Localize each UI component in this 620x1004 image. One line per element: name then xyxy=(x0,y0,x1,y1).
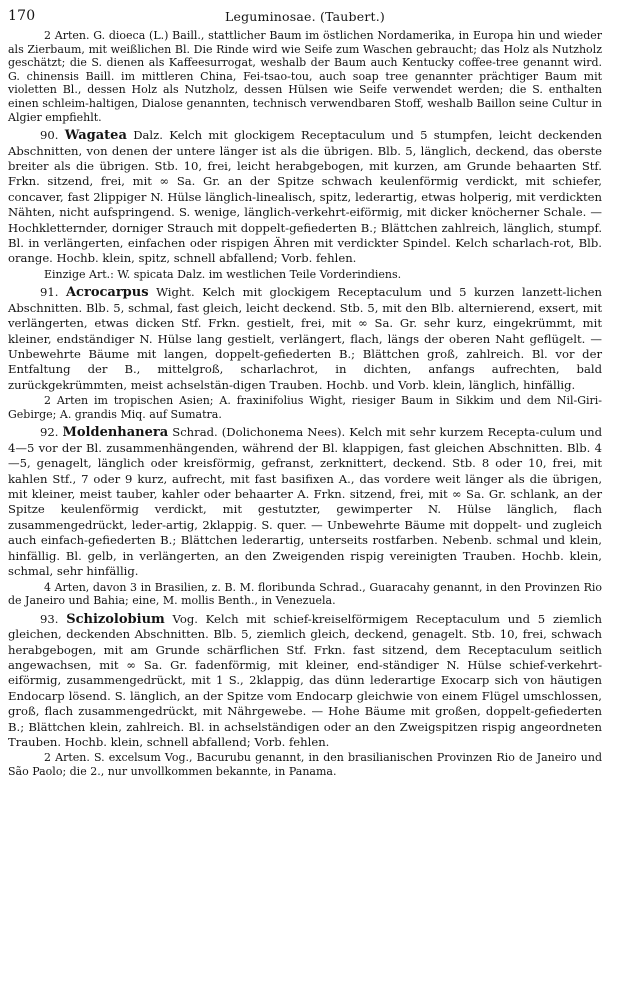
text-line: Schrad. (Dolichonema Nees). Kelch mit sehr kurzem Recepta- xyxy=(172,425,540,440)
text-line: gefiederten B.; Blättchen lederartig, unterseits rostfarben. Nebenb. schmal und klein, xyxy=(87,533,602,548)
text-line: hinfällig. Bl. gelb, in verlängerten, an den Zweigenden rispig vereinigten Trauben. xyxy=(8,548,516,563)
text-line: kurzen, am Grunde behaarten Stf. Frkn. sitzend, frei, mit ∞ Sa. Gr. an der Spitze xyxy=(8,158,602,189)
species-note xyxy=(8,581,602,608)
text-line: Rio de Janeiro und São Paolo; die 2., nur unvollkommen bekannte, in Panama. xyxy=(8,751,603,778)
text-line: ziemlich gleichen, deckenden Abschnitten. Blb. 5, ziemlich gleich, deckend, genagelt. xyxy=(8,611,602,642)
page-body xyxy=(8,29,602,779)
text-line: gefiederten B.; Blättchen groß, zahlreich. Bl. vor der Entfaltung der B., mittelgroß, xyxy=(8,347,602,377)
species-note xyxy=(8,268,602,282)
genus-paragraph xyxy=(8,425,602,579)
text-line: ständiger N. Hülse schief-verkehrt-eiförmig, zusammengedrückt, mit 1 S., 2klappig, das xyxy=(8,657,602,688)
text-line: verdickt, mit gestutzter, gewimperter N. Hülse länglich, flach zusammengedrückt, leder- xyxy=(8,502,603,532)
text-line: vom Endocarp gleichwie von einem Flügel umschlossen, groß, flach zusammengedrückt, xyxy=(8,688,602,719)
text-line: scharlachrot, in dichten, anfangs aufrechten, bald zurückgekrümmten, meist achselstän- xyxy=(8,362,603,392)
genus-number: 91. xyxy=(40,285,66,300)
genus-paragraph xyxy=(8,128,602,267)
text-line: alternierend, exsert, mit verlängerten, etwas dicken Stf. Frkn. gestielt, frei, mit ∞ Sa. xyxy=(8,300,603,331)
running-head: Leguminosae. (Taubert.) xyxy=(225,9,385,24)
text-line: S. wenige, länglich-verkehrt-eiförmig, mit dicker knöcherner Schale. — Hochkletternder, xyxy=(8,205,603,235)
text-line: gebraucht; das Holz als Nutzholz geschätzt; die S. dienen als Kaffeesurrogat, weshalb der xyxy=(8,42,602,70)
text-line: 2 Arten im tropischen Asien; A. fraxinifolius Wight, riesiger Baum in Sikkim und dem xyxy=(44,394,551,408)
text-line: Nil-Giri-Gebirge; A. grandis Miq. auf Sumatra. xyxy=(8,394,603,421)
genus-number: 90. xyxy=(40,128,65,143)
text-line: als Nutzholz, dessen Hülsen wie Seife verwendet werden; die S. enthalten einen schleim- xyxy=(8,83,602,110)
text-line: 2 Arten. G. dioeca (L.) Baill., stattlicher Baum im östlichen Nordamerika, in Europa xyxy=(44,29,514,42)
text-line: dünn lederartige Exocarp sich von häutigen Endocarp lösend. S. länglich, an der Spitze xyxy=(8,673,602,703)
text-line: Wight. Kelch mit glockigem Receptaculum und 5 kurzen lanzett- xyxy=(156,285,567,300)
text-line: zahlreich. Bl. in achselständigen oder an den Zweigspitzen rispig angeordneten Trauben. xyxy=(8,719,603,749)
text-line: deckend, das oberste breiter als die übrigen. Stb. 10, frei, leicht herabgebogen, mit xyxy=(8,143,602,173)
text-line: Hochb. klein, schmal, sehr hinfällig. xyxy=(8,548,602,579)
species-note xyxy=(8,394,602,421)
genus-name: Schizolobium xyxy=(66,611,165,627)
text-line: gleichen Abschnitten. Blb. 4—5, genagelt, länglich oder kreisförmig, gefranst, zerknittert, xyxy=(8,440,602,471)
text-line: 4 Arten, davon 3 in Brasilien, z. B. M. floribunda Schrad., Guaracahy genannt, in den xyxy=(44,580,521,594)
genus-name: Wagatea xyxy=(64,128,127,144)
text-line: Provinzen Rio de Janeiro und Bahia; eine, M. mollis Benth., in Venezuela. xyxy=(8,580,602,608)
text-line: Stb. 10, frei, schwach herabgebogen, mit am Grunde schärflichen Stf. Frkn. fast sitzend, xyxy=(8,627,603,657)
genus-paragraph xyxy=(8,612,602,751)
text-line: Vog. Kelch mit schief-kreiselförmigem Receptaculum und 5 xyxy=(172,611,546,626)
text-line: deckenden Abschnitten, von denen der untere länger ist als die übrigen. Blb. 5, länglich, xyxy=(8,128,603,158)
text-line: Baum auch Kentucky coffee-tree genannt wird. G. chinensis Baill. im mittleren China, xyxy=(8,56,603,83)
species-note xyxy=(8,29,602,124)
genus-name: Acrocarpus xyxy=(65,285,149,301)
page-number: 170 xyxy=(8,8,36,24)
genus-name: Moldenhanera xyxy=(62,425,169,441)
text-line: hin und wieder als Zierbaum, mit weißlichen Bl. Die Rinde wird wie Seife zum Waschen xyxy=(8,29,603,56)
text-line: Dalz. Kelch mit glockigem Receptaculum und 5 stumpfen, leicht xyxy=(133,128,532,143)
page-header xyxy=(8,6,602,28)
genus-number: 93. xyxy=(40,611,67,626)
text-line: dem Receptaculum seitlich angewachsen, mit ∞ Sa. Gr. fadenförmig, mit kleiner, end- xyxy=(8,642,602,672)
text-line: rot, Blb. orange. Hochb. klein, spitz, schnell abfallend; Vorb. fehlen. xyxy=(8,236,602,266)
text-line: schwach keulenförmig verdickt, mit schiefer, concaver, fast 2lippiger N. Hülse länglich- xyxy=(8,174,602,204)
text-line: culum und 4—5 vor der Bl. zusammenhängenden, während der Bl. klappigen, fast xyxy=(8,425,602,455)
text-line: haltigen, Dialose genannten, technisch verwendbaren Stoff, weshalb Baillon seine Cultur xyxy=(88,96,588,110)
text-line: Hochb. klein, schnell abfallend; Vorb. fehlen. xyxy=(64,734,330,749)
text-line: digen Trauben. Hochb. und Vorb. klein, länglich, hinfällig. xyxy=(232,377,576,392)
text-line: linealisch, spitz, lederartig, etwas holperig, mit verdickten Nähten, nicht aufspringend. xyxy=(8,189,602,220)
text-line: A., das vordere weit länger als die übrigen, mit kleiner, meist tauber, kahler oder xyxy=(8,471,603,502)
text-line: lichen Abschnitten. Blb. 5, schmal, fast gleich, leicht deckend. Stb. 5, mit den Blb. xyxy=(8,285,603,315)
genus-number: 92. xyxy=(40,425,63,440)
text-line: Einzige Art.: W. spicata Dalz. im westlichen Teile Vorderindiens. xyxy=(44,267,402,281)
text-line: Fei-tsao-tou, auch soap tree genannter prächtiger Baum mit violetten Bl., dessen Holz xyxy=(8,69,603,97)
text-line: deckend. Stb. 8 oder 10, frei, mit kahlen Stf., 7 oder 9 kurz, aufrecht, mit fast basifixen xyxy=(8,456,603,486)
text-line: flach, längs der oberen Naht geflügelt. — Unbewehrte Bäume mit langen, doppelt- xyxy=(8,331,602,362)
text-line: artig, 2klappig. S. quer. — Unbewehrte Bäume mit doppelt- und zugleich auch einfach- xyxy=(8,517,602,548)
text-line: 2 Arten. S. excelsum Vog., Bacurubu genannt, in den brasilianischen Provinzen xyxy=(44,751,493,765)
text-line: Gr. sehr kurz, eingekrümmt, mit kleiner, endständiger N. Hülse lang gestielt, verlängert, xyxy=(8,316,603,346)
text-line: behaarter A. Frkn. sitzend, frei, mit ∞ Sa. Gr. schlank, an der Spitze keulenförmig xyxy=(8,487,603,517)
species-note xyxy=(8,751,602,778)
genus-paragraph xyxy=(8,285,602,393)
text-line: mit Nährgewebe. — Hohe Bäume mit großen, doppelt-gefiederten B.; Blättchen klein, xyxy=(8,704,603,734)
text-line: in verlängerten, einfachen oder rispigen Ähren mit verdickter Spindel. Kelch scharlach- xyxy=(28,236,554,250)
text-line: in Algier empfiehlt. xyxy=(8,96,602,124)
text-line: dorniger Strauch mit doppelt-gefiederten B.; Blättchen zahlreich, länglich, stumpf. Bl. xyxy=(8,220,603,250)
